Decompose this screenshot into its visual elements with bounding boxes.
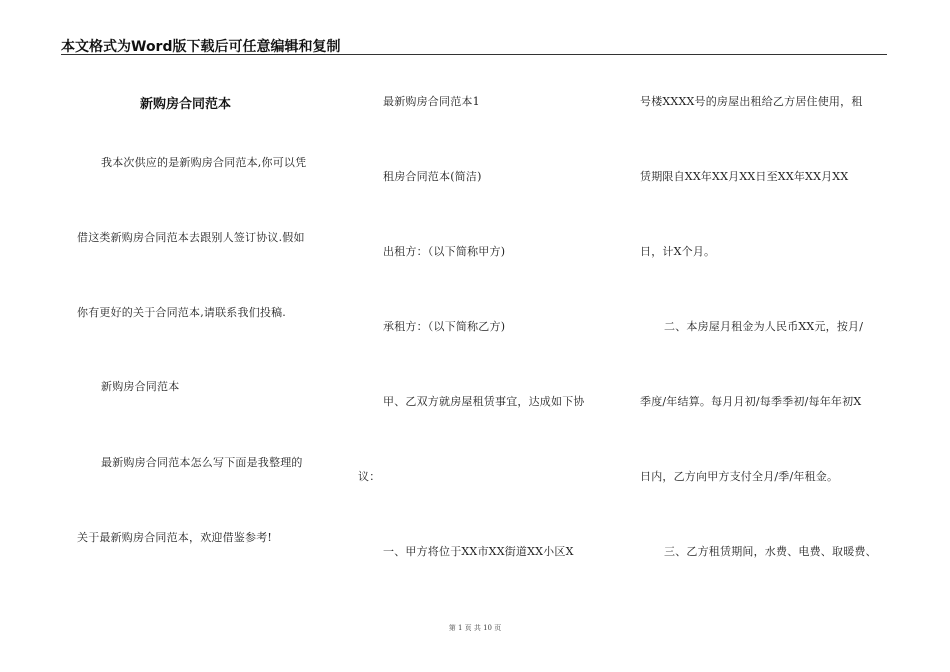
middle-line-5: 甲、乙双方就房屋租赁事宜，达成如下协 — [383, 395, 585, 408]
right-line-3: 日，计X个月。 — [640, 245, 716, 258]
left-line-5: 最新购房合同范本怎么写下面是我整理的 — [101, 456, 303, 469]
right-line-2: 赁期限自XX年XX月XX日至XX年XX月XX — [640, 170, 849, 183]
header-divider — [61, 54, 887, 55]
left-line-1: 我本次供应的是新购房合同范本,你可以凭 — [101, 156, 307, 169]
left-line-6: 关于最新购房合同范本，欢迎借鉴参考! — [77, 531, 273, 544]
middle-line-7: 一、甲方将位于XX市XX街道XX小区X — [383, 545, 574, 558]
middle-line-4: 承租方：（以下简称乙方) — [383, 320, 506, 333]
middle-line-6: 议： — [358, 470, 381, 483]
page-title: 新购房合同范本 — [140, 97, 232, 112]
middle-line-1: 最新购房合同范本1 — [383, 95, 480, 108]
document-header: 本文格式为Word版下载后可任意编辑和复制 — [61, 39, 341, 55]
left-line-3: 你有更好的关于合同范本,请联系我们投稿. — [77, 306, 286, 319]
right-line-1: 号楼XXXX号的房屋出租给乙方居住使用，租 — [640, 95, 863, 108]
right-line-5: 季度/年结算。每月月初/每季季初/每年年初X — [640, 395, 862, 408]
right-line-7: 三、乙方租赁期间，水费、电费、取暖费、 — [664, 545, 877, 558]
left-line-2: 借这类新购房合同范本去跟别人签订协议.假如 — [77, 231, 305, 244]
page-number-footer: 第 1 页 共 10 页 — [448, 624, 502, 632]
left-line-4: 新购房合同范本 — [101, 380, 180, 393]
middle-line-3: 出租方：（以下简称甲方) — [383, 245, 506, 258]
middle-line-2: 租房合同范本(简洁) — [383, 170, 482, 183]
right-line-4: 二、本房屋月租金为人民币XX元，按月/ — [664, 320, 864, 333]
right-line-6: 日内，乙方向甲方支付全月/季/年租金。 — [640, 470, 839, 483]
